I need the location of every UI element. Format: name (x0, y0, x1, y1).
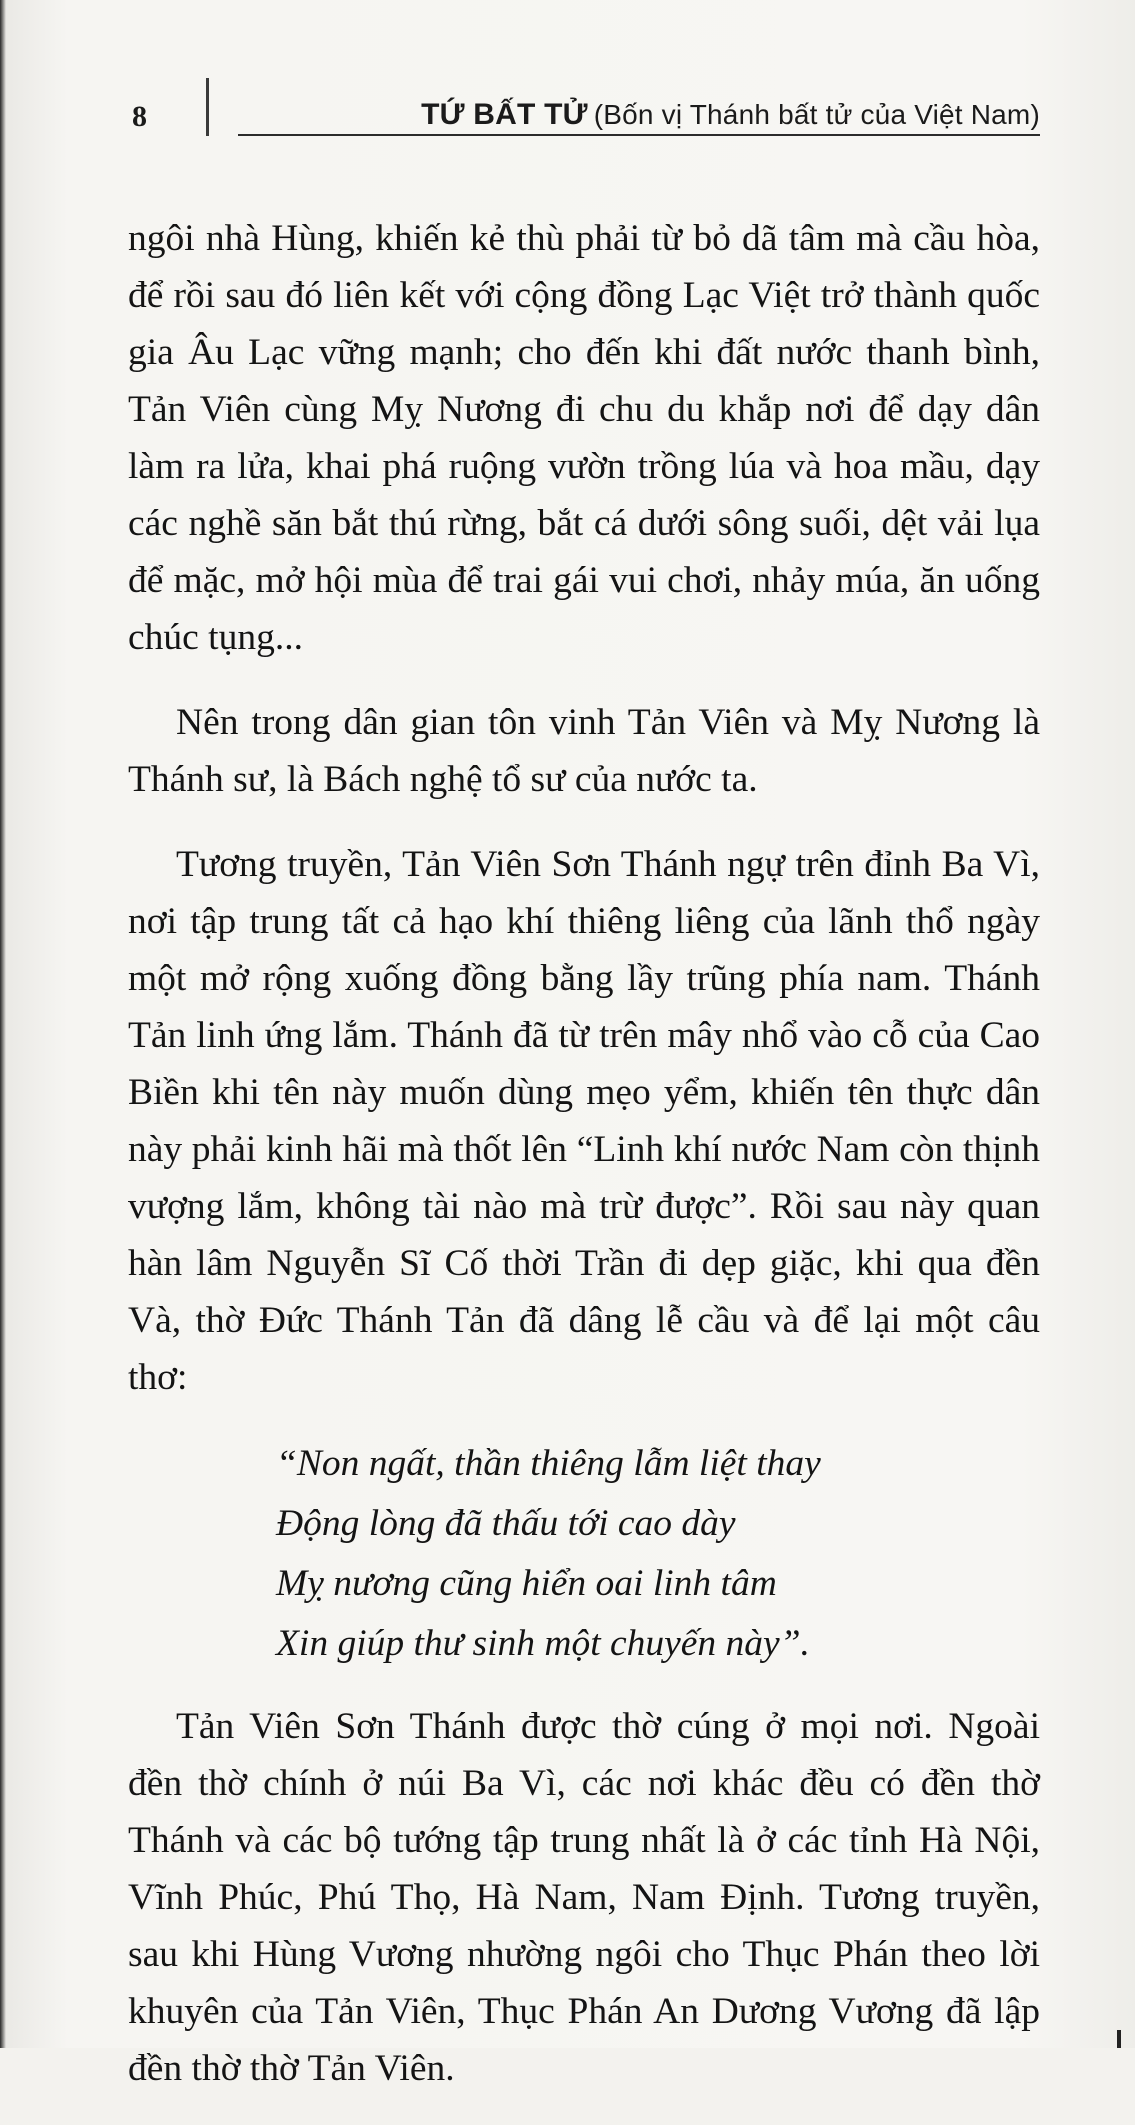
page-header (128, 78, 1040, 138)
book-subtitle: (Bốn vị Thánh bất tử của Việt Nam) (593, 99, 1040, 130)
running-title (421, 98, 1040, 132)
poem-line: Động lòng đã thấu tới cao dày (276, 1503, 736, 1544)
poem-line: Xin giúp thư sinh một chuyến này”. (276, 1623, 810, 1664)
header-rule (238, 134, 1040, 136)
poem-line: Mỵ nương cũng hiển oai linh tâm (276, 1563, 777, 1604)
poem-block (276, 1434, 1040, 1674)
page-corner-mark (1117, 2030, 1121, 2048)
poem-line: “Non ngất, thần thiêng lẫm liệt thay (276, 1443, 821, 1484)
header-divider (206, 78, 209, 136)
paragraph: Tương truyền, Tản Viên Sơn Thánh ngự trên đỉnh Ba Vì, nơi tập trung tất cả hạo khí thiêng liêng của lãnh thổ ngày một mở rộng xuống đồng bằng lầy trũng phía nam. Thánh Tản linh ứng lắm. Thánh đã từ trên mây nhổ vào cỗ của Cao Biền khi tên này muốn dùng mẹo yểm, khiến tên thực dân này phải kinh hãi mà thốt lên “Linh khí nước Nam còn thịnh vượng lắm, không tài nào mà trừ được”. Rồi sau này quan hàn lâm Nguyễn Sĩ Cố thời Trần đi dẹp giặc, khi qua đền Và, thờ Đức Thánh Tản đã dâng lễ cầu và để lại một câu thơ: (128, 844, 1040, 1398)
paragraph: Tản Viên Sơn Thánh được thờ cúng ở mọi nơi. Ngoài đền thờ chính ở núi Ba Vì, các nơi khác đều có đền thờ Thánh và các bộ tướng tập trung nhất là ở các tỉnh Hà Nội, Vĩnh Phúc, Phú Thọ, Hà Nam, Nam Định. Tương truyền, sau khi Hùng Vương nhường ngôi cho Thục Phán theo lời khuyên của Tản Viên, Thục Phán An Dương Vương đã lập đền thờ thờ Tản Viên. (128, 1706, 1040, 2089)
paragraph-continued: ngôi nhà Hùng, khiến kẻ thù phải từ bỏ dã tâm mà cầu hòa, để rồi sau đó liên kết với cộng đồng Lạc Việt trở thành quốc gia Âu Lạc vững mạnh; cho đến khi đất nước thanh bình, Tản Viên cùng Mỵ Nương đi chu du khắp nơi để dạy dân làm ra lửa, khai phá ruộng vườn trồng lúa và hoa mầu, dạy các nghề săn bắt thú rừng, bắt cá dưới sông suối, dệt vải lụa để mặc, mở hội mùa để trai gái vui chơi, nhảy múa, ăn uống chúc tụng... (128, 218, 1040, 658)
book-title: TỨ BẤT TỬ (421, 98, 588, 131)
page-number: 8 (132, 100, 147, 133)
page-body (128, 210, 1040, 2125)
page-binding-shadow (0, 0, 6, 2048)
paragraph: Nên trong dân gian tôn vinh Tản Viên và Mỵ Nương là Thánh sư, là Bách nghệ tổ sư của nước ta. (128, 702, 1040, 800)
